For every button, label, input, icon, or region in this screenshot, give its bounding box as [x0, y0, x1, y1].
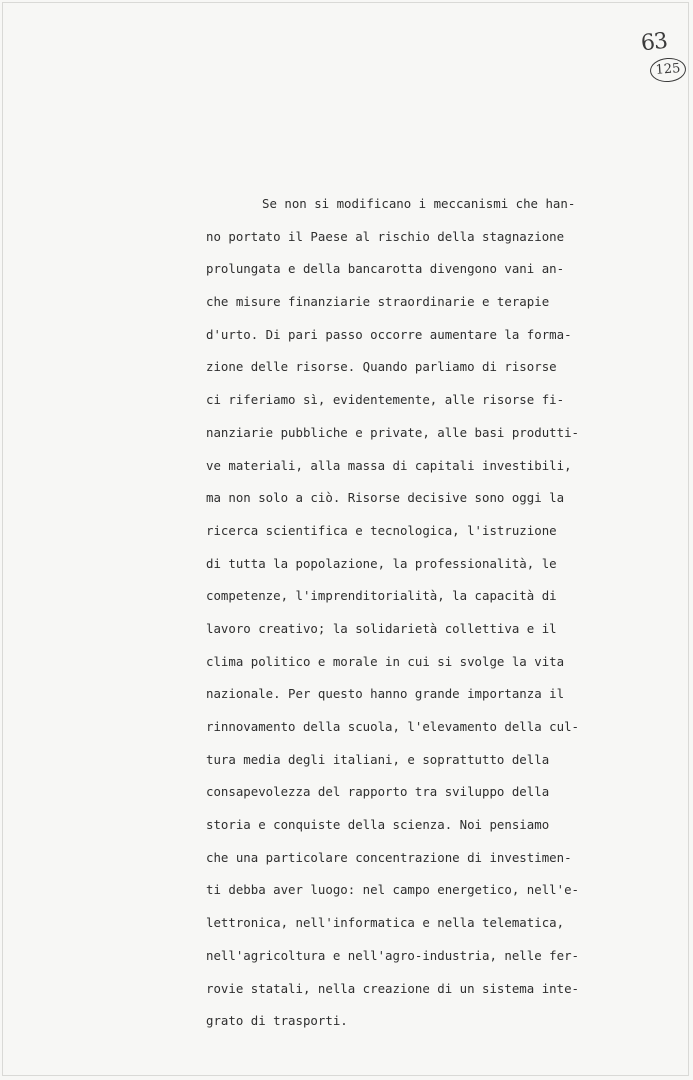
text-line: consapevolezza del rapporto tra sviluppo della	[206, 784, 550, 800]
text-line: che misure finanziarie straordinarie e terapie	[206, 294, 550, 310]
text-line: grato di trasporti.	[206, 1013, 348, 1029]
text-line: competenze, l'imprenditorialità, la capacità di	[206, 588, 557, 604]
text-line: nazionale. Per questo hanno grande importanza il	[206, 686, 565, 702]
text-line: no portato il Paese al rischio della stagnazione	[206, 228, 565, 244]
text-line: zione delle risorse. Quando parliamo di risorse	[206, 359, 557, 375]
text-line: nanziarie pubbliche e private, alle basi produtti-	[206, 424, 579, 440]
text-line: Se non si modificano i meccanismi che han-	[262, 196, 576, 211]
text-line: tura media degli italiani, e soprattutto della	[206, 751, 550, 767]
text-line: ve materiali, alla massa di capitali investibili,	[206, 457, 572, 473]
text-line: rovie statali, nella creazione di un sistema inte-	[206, 980, 579, 996]
text-line: che una particolare concentrazione di investimen-	[206, 849, 572, 865]
text-line: d'urto. Di pari passo occorre aumentare la forma-	[206, 326, 572, 342]
text-line: clima politico e morale in cui si svolge la vita	[206, 653, 565, 669]
circled-page-number: 125	[649, 57, 687, 83]
text-line: ma non solo a ciò. Risorse decisive sono oggi la	[206, 490, 565, 506]
text-line: lettronica, nell'informatica e nella telematica,	[206, 915, 565, 931]
text-line: storia e conquiste della scienza. Noi pensiamo	[206, 817, 550, 833]
text-line: lavoro creativo; la solidarietà collettiva e il	[206, 620, 557, 636]
text-line: ti debba aver luogo: nel campo energetico, nell'e-	[206, 882, 579, 898]
text-line: prolungata e della bancarotta divengono vani an-	[206, 261, 565, 277]
text-line: ci riferiamo sì, evidentemente, alle risorse fi-	[206, 392, 565, 408]
text-line: nell'agricoltura e nell'agro-industria, nelle fer-	[206, 947, 579, 963]
handwritten-page-number: 63	[639, 28, 669, 57]
text-line: rinnovamento della scuola, l'elevamento della cul-	[206, 719, 579, 734]
typewritten-text-block	[206, 190, 579, 1040]
text-line: di tutta la popolazione, la professionalità, le	[206, 555, 557, 571]
text-line: ricerca scientifica e tecnologica, l'istruzione	[206, 522, 557, 538]
